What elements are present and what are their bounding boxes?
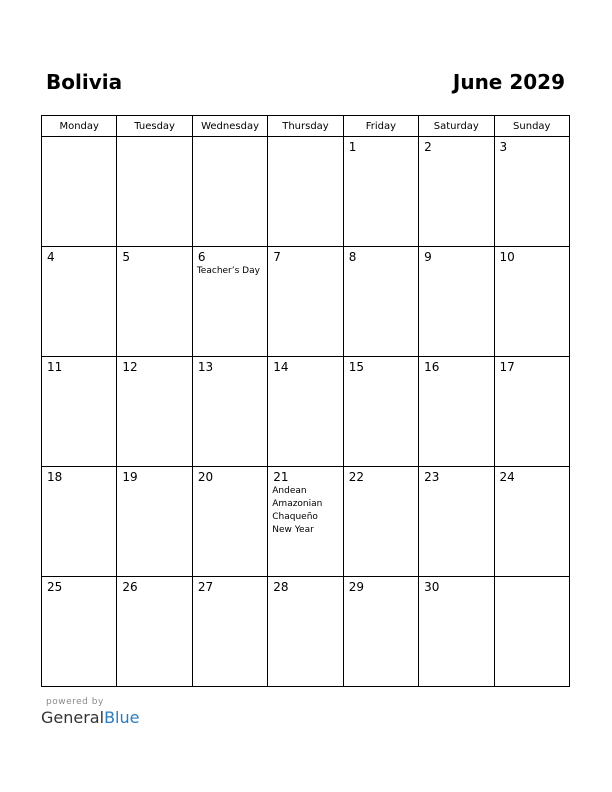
week-row <box>42 357 570 467</box>
holiday-label <box>419 264 493 265</box>
day-cell <box>343 137 418 247</box>
day-cell <box>268 357 343 467</box>
holiday-label: Teacher’s Day <box>196 266 260 276</box>
day-cell <box>192 357 267 467</box>
day-cell <box>117 357 192 467</box>
weekday-header-row <box>42 116 570 137</box>
day-cell <box>192 247 267 357</box>
day-cell <box>419 577 494 687</box>
day-number: 19 <box>122 470 138 484</box>
day-cell <box>343 467 418 577</box>
holiday-label <box>268 140 342 141</box>
day-number: 18 <box>47 470 63 484</box>
weekday-header: Friday <box>343 116 418 137</box>
day-number: 15 <box>348 360 364 374</box>
day-number: 12 <box>122 360 138 374</box>
holiday-label <box>117 264 191 265</box>
holiday-label <box>193 140 267 141</box>
day-cell <box>117 247 192 357</box>
holiday-label <box>117 594 191 595</box>
day-cell <box>42 577 117 687</box>
weekday-header: Monday <box>42 116 117 137</box>
day-cell <box>494 577 569 687</box>
day-cell <box>42 137 117 247</box>
weekday-header: Thursday <box>268 116 343 137</box>
day-cell <box>494 357 569 467</box>
holiday-label <box>268 374 342 375</box>
day-number: 7 <box>273 250 281 264</box>
day-number: 8 <box>348 250 357 264</box>
holiday-label <box>42 484 116 485</box>
holiday-label <box>419 594 493 595</box>
day-number: 26 <box>122 580 138 594</box>
day-cell <box>494 467 569 577</box>
day-number: 1 <box>348 140 357 154</box>
holiday-label <box>344 264 418 265</box>
holiday-label <box>193 374 267 375</box>
week-row <box>42 247 570 357</box>
holiday-label <box>495 580 569 581</box>
day-number: 27 <box>197 580 214 594</box>
weekday-header: Tuesday <box>117 116 192 137</box>
day-cell <box>268 137 343 247</box>
week-row <box>42 467 570 577</box>
day-number: 9 <box>424 250 432 264</box>
day-number: 24 <box>499 470 515 484</box>
day-cell <box>268 247 343 357</box>
day-number: 16 <box>424 360 440 374</box>
brand-logo[interactable] <box>41 708 139 727</box>
day-number: 11 <box>47 360 63 374</box>
day-cell <box>268 577 343 687</box>
day-number: 3 <box>499 140 508 154</box>
day-number: 30 <box>424 580 440 594</box>
holiday-label <box>268 594 342 595</box>
day-cell <box>343 357 418 467</box>
brand-logo-blue: Blue <box>104 708 140 727</box>
day-cell <box>268 467 343 577</box>
day-number: 23 <box>424 470 440 484</box>
holiday-label <box>419 374 493 375</box>
holiday-label <box>495 484 569 485</box>
day-cell <box>117 137 192 247</box>
brand-logo-general: General <box>41 708 105 727</box>
day-cell <box>419 247 494 357</box>
holiday-label: Andean Amazonian Chaqueño New Year <box>272 486 323 535</box>
weekday-header: Saturday <box>419 116 494 137</box>
holiday-label <box>419 154 493 155</box>
holiday-label <box>495 154 569 155</box>
day-number: 13 <box>197 360 214 374</box>
holiday-label <box>42 594 116 595</box>
day-number: 6 <box>197 250 206 264</box>
holiday-label <box>42 374 116 375</box>
day-cell <box>343 577 418 687</box>
holiday-label <box>117 374 191 375</box>
day-cell <box>419 137 494 247</box>
day-number: 4 <box>47 250 55 264</box>
day-number: 17 <box>499 360 515 374</box>
weekday-header: Wednesday <box>192 116 267 137</box>
powered-by-label: powered by <box>46 697 104 707</box>
holiday-label <box>495 264 569 265</box>
day-cell <box>419 357 494 467</box>
day-cell <box>42 467 117 577</box>
day-cell <box>192 467 267 577</box>
holiday-label <box>344 154 418 155</box>
day-number: 2 <box>424 140 432 154</box>
day-cell <box>117 577 192 687</box>
week-row <box>42 577 570 687</box>
day-number: 20 <box>197 470 214 484</box>
holiday-label <box>117 484 191 485</box>
month-title: June 2029 <box>452 70 565 94</box>
day-number: 21 <box>273 470 289 484</box>
week-row <box>42 137 570 247</box>
day-cell <box>419 467 494 577</box>
day-cell <box>42 357 117 467</box>
holiday-label <box>42 264 116 265</box>
day-cell <box>117 467 192 577</box>
holiday-label <box>42 140 116 141</box>
holiday-label <box>419 484 493 485</box>
day-number: 25 <box>47 580 63 594</box>
country-title: Bolivia <box>46 70 123 94</box>
day-number: 22 <box>348 470 364 484</box>
day-cell <box>343 247 418 357</box>
day-number: 28 <box>273 580 289 594</box>
holiday-label <box>117 140 191 141</box>
weekday-header: Sunday <box>494 116 569 137</box>
day-cell <box>42 247 117 357</box>
holiday-label <box>344 594 418 595</box>
day-number: 10 <box>499 250 515 264</box>
calendar-grid <box>41 115 570 687</box>
holiday-label <box>193 594 267 595</box>
day-number: 5 <box>122 250 131 264</box>
day-cell <box>494 247 569 357</box>
day-number: 29 <box>348 580 364 594</box>
holiday-label <box>495 374 569 375</box>
holiday-label <box>193 484 267 485</box>
day-number: 14 <box>273 360 289 374</box>
day-cell <box>192 137 267 247</box>
day-cell <box>192 577 267 687</box>
day-cell <box>494 137 569 247</box>
holiday-label <box>344 484 418 485</box>
holiday-label <box>268 264 342 265</box>
holiday-label <box>344 374 418 375</box>
